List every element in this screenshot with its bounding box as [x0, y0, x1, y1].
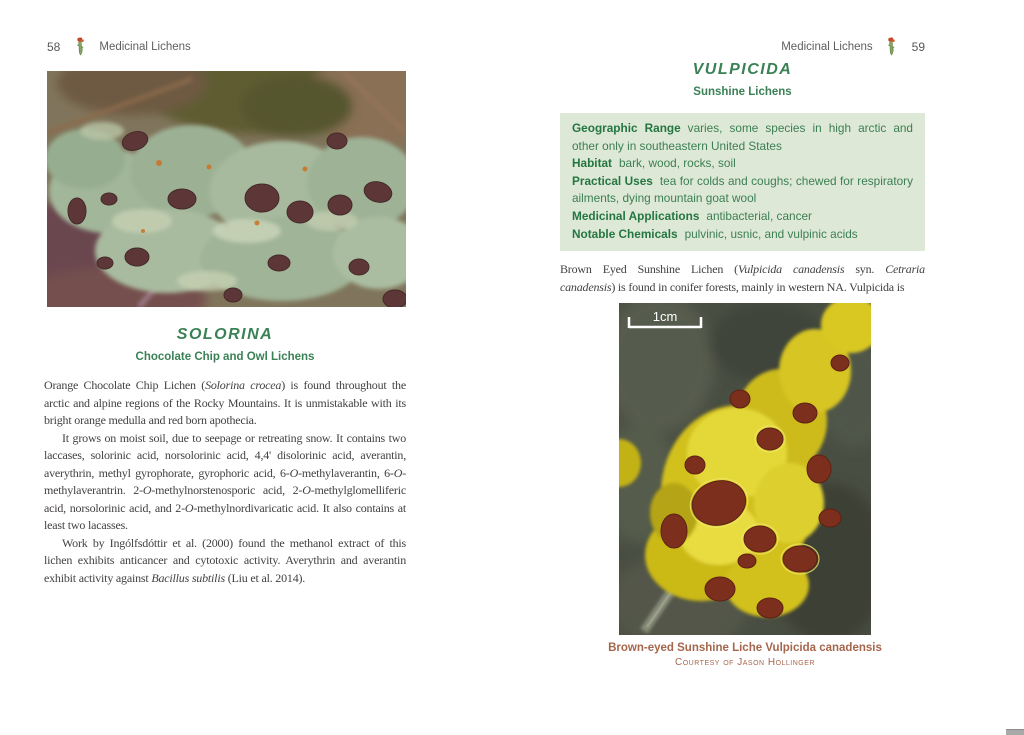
left-running-title: Medicinal Lichens	[99, 40, 191, 53]
scrollbar-corner[interactable]	[1006, 729, 1024, 735]
infobox-label: Practical Uses	[572, 173, 653, 188]
infobox-label: Medicinal Applications	[572, 208, 700, 223]
lichen-icon	[73, 37, 88, 56]
infobox-entry	[572, 208, 913, 226]
paragraph: Work by Ingólfsdóttir et al. (2000) found the methanol extract of this lichen exhibits anticancer and cytotoxic activity. Averythrin and averantin exhibit activity against Bacillus subtilis (Liu et al. 2014).	[44, 535, 406, 585]
infobox-entry	[572, 120, 913, 155]
scale-bar-label: 1cm	[652, 309, 678, 324]
infobox-value: pulvinic, usnic, and vulpinic acids	[684, 226, 858, 241]
paragraph: It grows on moist soil, due to seepage or retreating snow. It contains two laccases, solorinic acid, norsolorinic acid, 4,4' disolorinic acid, averantin, averythrin, methyl gyrophorate, gyrophoric acid, 6-O-methylaverantin, 6-O-methylaverantrin. 2-O-methylnorstenosporic acid, 2-O-methylglomelliferic acid, norsolorinic acid, and 2-O-methylnordivaricatic acid. It also contains at least two lacasses.	[44, 430, 406, 532]
photo-credit: Courtesy of Jason Hollinger	[675, 657, 815, 668]
lichen-icon	[884, 37, 899, 56]
infobox-value: antibacterial, cancer	[706, 208, 812, 223]
section-title-vulpicida: VULPICIDA	[692, 61, 793, 78]
infobox-label: Habitat	[572, 156, 612, 171]
infobox-entry	[572, 155, 913, 173]
infobox-value: tea for colds and coughs; chewed for respiratory ailments, dying mountain goat wool	[572, 173, 913, 206]
left-text-column	[44, 325, 406, 587]
right-text-column	[560, 60, 925, 296]
infobox-entry	[572, 173, 913, 208]
section-subtitle-vulpicida: Sunshine Lichens	[693, 86, 792, 98]
section-subtitle-solorina: Chocolate Chip and Owl Lichens	[135, 351, 315, 363]
left-page-number: 58	[47, 39, 61, 54]
right-running-title: Medicinal Lichens	[781, 40, 873, 53]
photo-caption: Brown-eyed Sunshine Liche Vulpicida canadensis	[608, 642, 882, 654]
infobox-entry	[572, 226, 913, 244]
section-title-solorina: SOLORINA	[176, 326, 274, 343]
infobox-value: bark, wood, rocks, soil	[618, 156, 736, 171]
infobox-label: Notable Chemicals	[572, 226, 678, 241]
infobox-label: Geographic Range	[572, 121, 681, 135]
solorina-photo	[47, 71, 406, 307]
infobox-value: varies, some species in high arctic and other only in southeastern United States	[572, 121, 913, 153]
species-infobox	[560, 113, 925, 251]
vulpicida-photo	[619, 303, 871, 635]
right-page-number: 59	[911, 39, 925, 54]
left-page-header	[47, 37, 191, 56]
paragraph: Orange Chocolate Chip Lichen (Solorina crocea) is found throughout the arctic and alpine regions of the Rocky Mountains. It is unmistakable with its bright orange medulla and red born apothecia.	[44, 378, 406, 427]
paragraph: Brown Eyed Sunshine Lichen (Vulpicida canadensis syn. Cetraria canadensis) is found in conifer forests, mainly in western NA. Vulpicida is	[560, 262, 925, 294]
right-page-header	[781, 37, 925, 56]
